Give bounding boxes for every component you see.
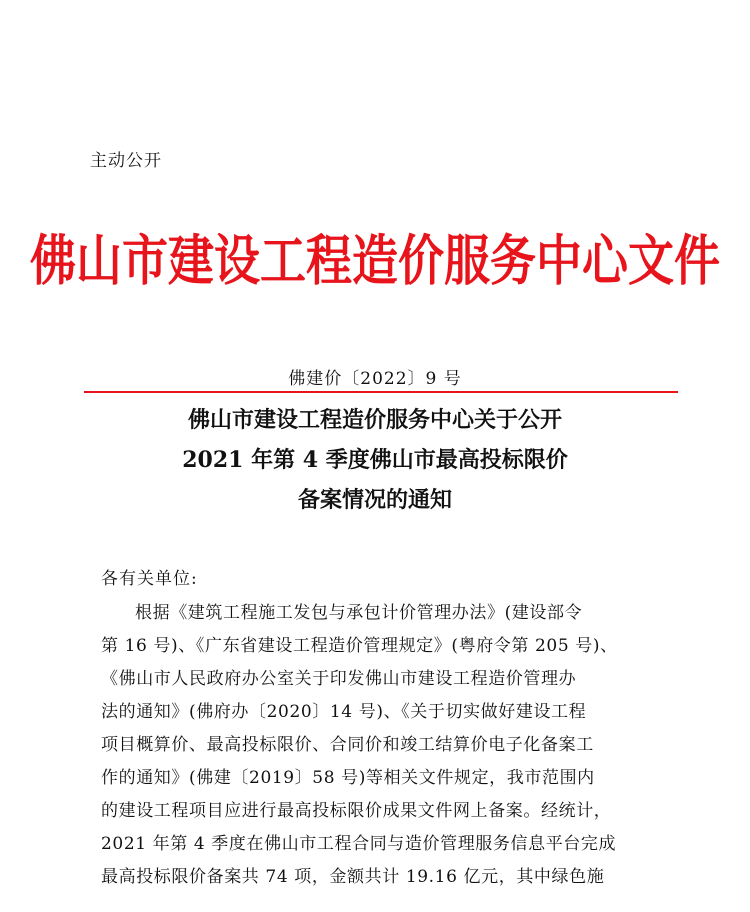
notice-title-line: 备案情况的通知 bbox=[297, 487, 452, 513]
notice-title-line: 佛山市建设工程造价服务中心关于公开 bbox=[187, 407, 562, 433]
body-line: 最高投标限价备案共 74 项，金额共计 19.16 亿元，其中绿色施 bbox=[101, 867, 605, 887]
body-line: 法的通知》(佛府办〔2020〕14 号)、《关于切实做好建设工程 bbox=[101, 702, 587, 722]
body-line: 第 16 号)、《广东省建设工程造价管理规定》(粤府令第 205 号)、 bbox=[101, 636, 618, 656]
document-number: 佛建价〔2022〕9 号 bbox=[288, 369, 462, 389]
document-header-title: 佛山市建设工程造价服务中心文件 bbox=[30, 228, 720, 293]
notice-title-line: 2021 年第 4 季度佛山市最高投标限价 bbox=[182, 447, 568, 473]
body-line: 项目概算价、最高投标限价、合同价和竣工结算价电子化备案工 bbox=[101, 735, 594, 755]
body-line: 根据《建筑工程施工发包与承包计价管理办法》(建设部令 bbox=[135, 603, 583, 623]
disclosure-label: 主动公开 bbox=[90, 151, 162, 171]
notice-title bbox=[0, 400, 750, 520]
salutation: 各有关单位: bbox=[101, 569, 198, 589]
body-line: 作的通知》(佛建〔2019〕58 号)等相关文件规定，我市范围内 bbox=[101, 768, 595, 788]
body-paragraph bbox=[101, 597, 661, 894]
body-line: 《佛山市人民政府办公室关于印发佛山市建设工程造价管理办 bbox=[101, 669, 577, 689]
body-line: 2021 年第 4 季度在佛山市工程合同与造价管理服务信息平台完成 bbox=[101, 834, 617, 854]
red-divider-line bbox=[84, 391, 678, 393]
body-line: 的建设工程项目应进行最高投标限价成果文件网上备案。经统计， bbox=[101, 801, 612, 821]
